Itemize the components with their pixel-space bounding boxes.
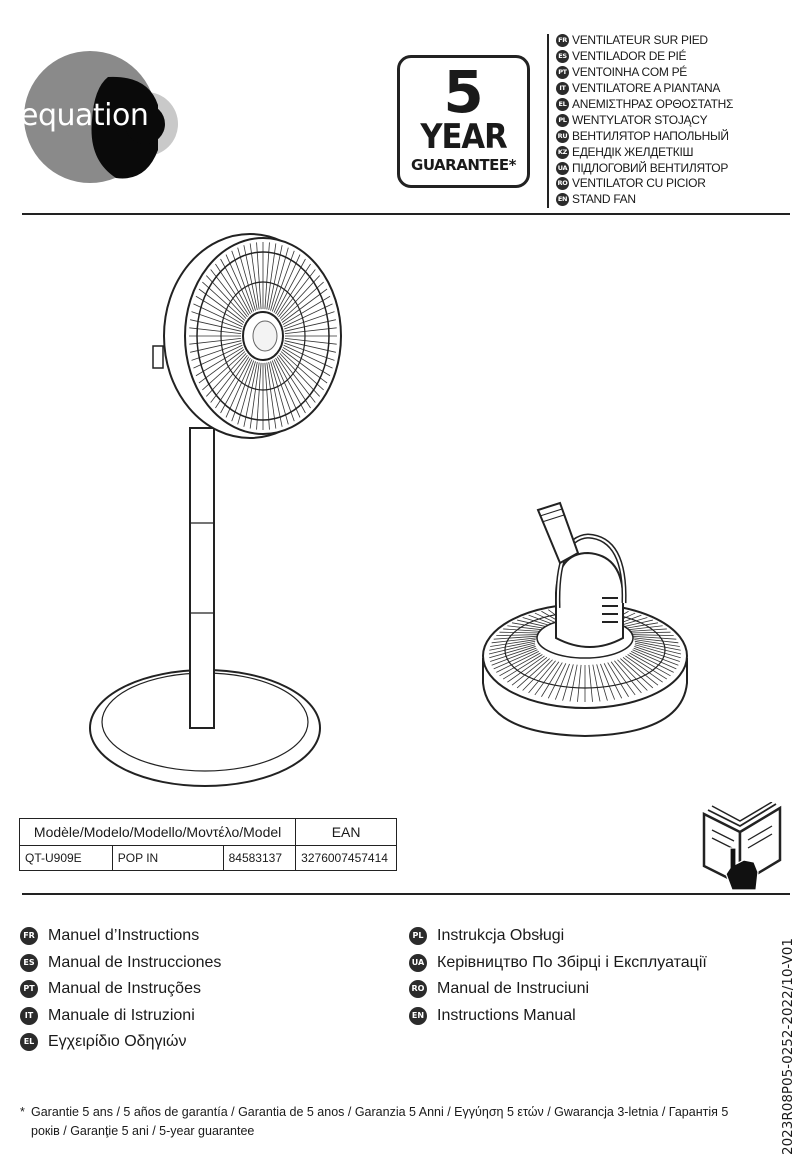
middle-rule xyxy=(22,893,790,895)
product-name-ro xyxy=(556,176,733,192)
fan-base-icon xyxy=(478,498,698,748)
lang-badge-icon: UA xyxy=(556,162,569,175)
manual-title-text: Instructions Manual xyxy=(437,1006,576,1024)
read-manual-icon xyxy=(700,802,786,892)
manual-title-list-left xyxy=(20,923,221,1056)
lang-badge-icon: UA xyxy=(409,954,427,972)
product-name-text: STAND FAN xyxy=(572,192,636,207)
model-code-cell: QT-U909E xyxy=(20,846,113,871)
guarantee-badge xyxy=(397,55,530,188)
lang-badge-icon: PL xyxy=(409,927,427,945)
logo-text: equation xyxy=(20,98,149,133)
product-name-text: VENTILATORE A PIANTANA xyxy=(572,81,721,96)
lang-badge-icon: IT xyxy=(556,82,569,95)
manual-title-text: Instrukcja Obsługi xyxy=(437,927,565,945)
fan-base-illustration xyxy=(478,498,698,748)
lang-badge-icon: EN xyxy=(556,193,569,206)
model-name-cell: POP IN xyxy=(112,846,223,871)
footnote-marker: * xyxy=(20,1105,25,1119)
lang-badge-icon: RO xyxy=(409,980,427,998)
lang-badge-icon: PL xyxy=(556,114,569,127)
manual-title-ro xyxy=(409,976,707,1003)
manual-title-el xyxy=(20,1029,221,1056)
manual-title-pl xyxy=(409,923,707,950)
manual-title-es xyxy=(20,950,221,977)
product-name-text: VENTILATOR CU PICIOR xyxy=(572,176,706,191)
lang-badge-icon: RU xyxy=(556,130,569,143)
guarantee-footnote xyxy=(20,1103,750,1141)
product-name-it xyxy=(556,81,733,97)
lang-badge-icon: RO xyxy=(556,177,569,190)
guarantee-number: 5 xyxy=(443,58,484,126)
lang-badge-icon: ES xyxy=(20,954,38,972)
product-name-ru xyxy=(556,128,733,144)
brand-logo xyxy=(18,50,183,185)
product-name-text: ЕДЕНДІК ЖЕЛДЕТКІШ xyxy=(572,144,694,159)
model-header: Modèle/Modelo/Modello/Μοντέλο/Model xyxy=(20,819,296,846)
ean-cell: 3276007457414 xyxy=(296,846,397,871)
manual-title-text: Manuale di Istruzioni xyxy=(48,1006,195,1024)
product-name-pl xyxy=(556,112,733,128)
product-name-fr xyxy=(556,33,733,49)
stand-fan-illustration xyxy=(85,228,350,793)
manual-title-text: Manuel d’Instructions xyxy=(48,927,200,945)
manual-title-text: Manual de Instruções xyxy=(48,980,201,998)
product-name-list xyxy=(556,33,733,208)
lang-badge-icon: FR xyxy=(20,927,38,945)
lang-badge-icon: PT xyxy=(556,66,569,79)
product-name-el xyxy=(556,97,733,113)
manual-title-ua xyxy=(409,950,707,977)
lang-badge-icon: KZ xyxy=(556,146,569,159)
product-name-text: VENTILADOR DE PIÉ xyxy=(572,49,687,64)
manual-title-it xyxy=(20,1003,221,1030)
stand-fan-icon xyxy=(85,228,350,793)
product-name-kz xyxy=(556,144,733,160)
lang-badge-icon: IT xyxy=(20,1007,38,1025)
product-name-en xyxy=(556,192,733,208)
manual-title-text: Manual de Instrucciones xyxy=(48,953,222,971)
header-divider xyxy=(547,34,549,208)
product-name-pt xyxy=(556,65,733,81)
product-name-es xyxy=(556,49,733,65)
product-name-text: ПІДЛОГОВИЙ ВЕНТИЛЯТОР xyxy=(572,160,729,175)
manual-title-text: Manual de Instruciuni xyxy=(437,980,590,998)
model-ref-cell: 84583137 xyxy=(223,846,296,871)
lang-badge-icon: EN xyxy=(409,1007,427,1025)
guarantee-label: GUARANTEE* xyxy=(411,156,516,174)
top-rule xyxy=(22,213,790,215)
manual-title-text: Εγχειρίδιο Οδηγιών xyxy=(48,1033,187,1051)
product-name-text: WENTYLATOR STOJĄCY xyxy=(572,112,708,127)
lang-badge-icon: PT xyxy=(20,980,38,998)
ean-header: EAN xyxy=(296,819,397,846)
document-reference: 2023R08P05-0252-2022/10-V01 xyxy=(780,938,796,1155)
manual-title-text: Керівництво По Збірці і Експлуатації xyxy=(437,953,707,971)
product-name-text: ΑΝΕΜΙΣΤΗΡΑΣ ΟΡΘΟΣΤΑΤΗΣ xyxy=(572,97,734,111)
manual-title-list-right xyxy=(409,923,707,1029)
product-name-text: ВЕНТИЛЯТОР НАПОЛЬНЫЙ xyxy=(572,128,729,143)
manual-title-fr xyxy=(20,923,221,950)
product-name-text: VENTOINHA COM PÉ xyxy=(572,65,688,80)
footnote-text: Garantie 5 ans / 5 años de garantía / Garantia de 5 anos / Garanzia 5 Anni / Εγγύηση 5 ετών / Gwarancja 3-letnia / Гарантія 5 років / Garanţie 5 ani / 5-year guarantee xyxy=(31,1105,729,1138)
lang-badge-icon: EL xyxy=(20,1033,38,1051)
manual-title-en xyxy=(409,1003,707,1030)
product-name-text: VENTILATEUR SUR PIED xyxy=(572,33,708,48)
lang-badge-icon: ES xyxy=(556,50,569,63)
lang-badge-icon: FR xyxy=(556,34,569,47)
lang-badge-icon: EL xyxy=(556,98,569,111)
model-table xyxy=(19,818,397,871)
product-name-ua xyxy=(556,160,733,176)
manual-title-pt xyxy=(20,976,221,1003)
guarantee-year: YEAR xyxy=(420,117,507,157)
